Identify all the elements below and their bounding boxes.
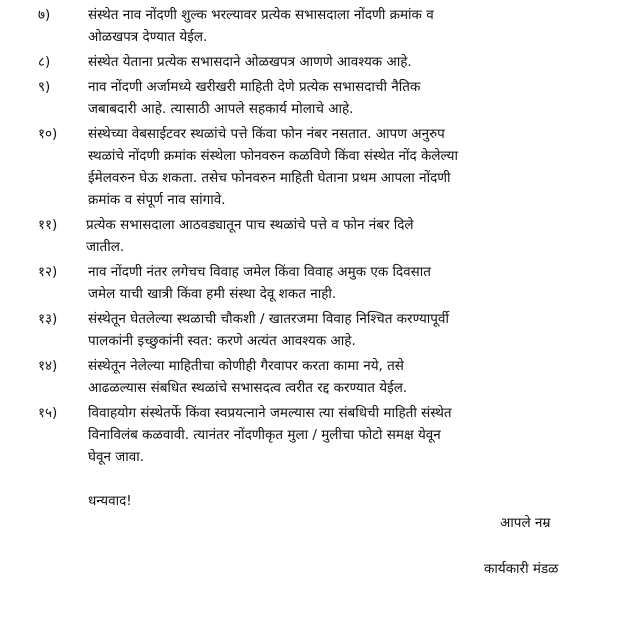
rule-number: १२) xyxy=(38,264,58,280)
rule-item xyxy=(38,355,596,399)
rule-text-line: विवाहयोग संस्थेतर्फे किंवा स्वप्रयत्नाने जमल्यास त्या संबधिची माहिती संस्थेत xyxy=(88,405,452,421)
rule-text-line: पालकांनी इच्छुकांनी स्वत: करणे अत्यंत आवश्यक आहे. xyxy=(88,333,356,349)
rule-number: ८) xyxy=(38,54,51,70)
rule-text-line: संस्थेत येताना प्रत्येक सभासदाने ओळखपत्र आणणे आवश्यक आहे. xyxy=(88,54,412,70)
rule-text xyxy=(88,355,596,399)
rule-text-line: नाव नोंदणी अर्जामध्ये खरीखरी माहिती देणे प्रत्येक सभासदाची नैतिक xyxy=(88,79,421,95)
rule-text xyxy=(88,76,596,120)
rule-text-line: घेवून जावा. xyxy=(88,449,145,465)
rule-text-line: ईमेलवरुन घेऊ शकता. तसेच फोनवरुन माहिती घेताना प्रथम आपला नोंदणी xyxy=(88,170,451,186)
rule-text-line: प्रत्येक सभासदाला आठवड्यातून पाच स्थळांचे पत्ते व फोन नंबर दिले xyxy=(86,217,414,233)
rule-text-line: जमेल याची खात्री किंवा हमी संस्था देवू शकत नाही. xyxy=(88,286,337,302)
rule-text-line: आढळल्यास संबधित स्थळांचे सभासदत्व त्वरीत रद्द करण्यात येईल. xyxy=(88,380,408,396)
rule-text xyxy=(86,214,596,258)
rule-text-line: नाव नोंदणी नंतर लगेचच विवाह जमेल किंवा विवाह अमुक एक दिवसात xyxy=(88,264,431,280)
rule-text xyxy=(88,402,596,468)
rule-text xyxy=(88,51,596,73)
rule-item xyxy=(38,123,596,211)
rule-text-line: संस्थेच्या वेबसाईटवर स्थळांचे पत्ते किंवा फोन नंबर नसतात. आपण अनुरुप xyxy=(88,126,445,142)
rule-number: १३) xyxy=(38,311,58,327)
rule-number: ११) xyxy=(38,217,58,233)
closing-text: आपले नम्र xyxy=(500,515,551,531)
rule-number: १०) xyxy=(38,126,58,142)
rule-item xyxy=(38,76,596,120)
rule-text-line: क्रमांक व संपूर्ण नाव सांगावे. xyxy=(88,192,226,208)
rule-text-line: संस्थेतून नेलेल्या माहितीचा कोणीही गैरवापर करता कामा नये, तसे xyxy=(88,358,404,374)
rule-number: १५) xyxy=(38,405,58,421)
rule-text-line: जातील. xyxy=(86,239,125,255)
rule-number: १४) xyxy=(38,358,58,374)
rule-number: ९) xyxy=(38,79,51,95)
rule-text-line: संस्थेत नाव नोंदणी शुल्क भरल्यावर प्रत्येक सभासदाला नोंदणी क्रमांक व xyxy=(88,7,434,23)
rule-item xyxy=(38,261,596,305)
rule-text-line: ओळखपत्र देण्यात येईल. xyxy=(88,29,208,45)
rule-item xyxy=(38,402,596,468)
rule-item xyxy=(38,4,596,48)
rule-text xyxy=(88,4,596,48)
rules-list xyxy=(38,4,596,471)
rule-text-line: जबाबदारी आहे. त्यासाठी आपले सहकार्य मोलाचे आहे. xyxy=(88,101,354,117)
rule-item xyxy=(38,308,596,352)
rule-text xyxy=(88,308,596,352)
rule-item xyxy=(38,214,596,258)
signature-text: कार्यकारी मंडळ xyxy=(484,561,559,577)
rule-number: ७) xyxy=(38,7,51,23)
rule-text xyxy=(88,261,596,305)
rule-item xyxy=(38,51,596,73)
thanks-text: धन्यवाद! xyxy=(88,493,132,509)
rule-text-line: स्थळांचे नोंदणी क्रमांक संस्थेला फोनवरुन कळविणे किंवा संस्थेत नोंद केलेल्या xyxy=(88,148,458,164)
rule-text-line: विनाविलंब कळवावी. त्यानंतर नोंदणीकृत मुला / मुलीचा फोटो समक्ष येवून xyxy=(88,427,441,443)
rule-text-line: संस्थेतून घेतलेल्या स्थळाची चौकशी / खातरजमा विवाह निश्चित करण्यापूर्वी xyxy=(88,311,449,327)
rule-text xyxy=(88,123,596,211)
